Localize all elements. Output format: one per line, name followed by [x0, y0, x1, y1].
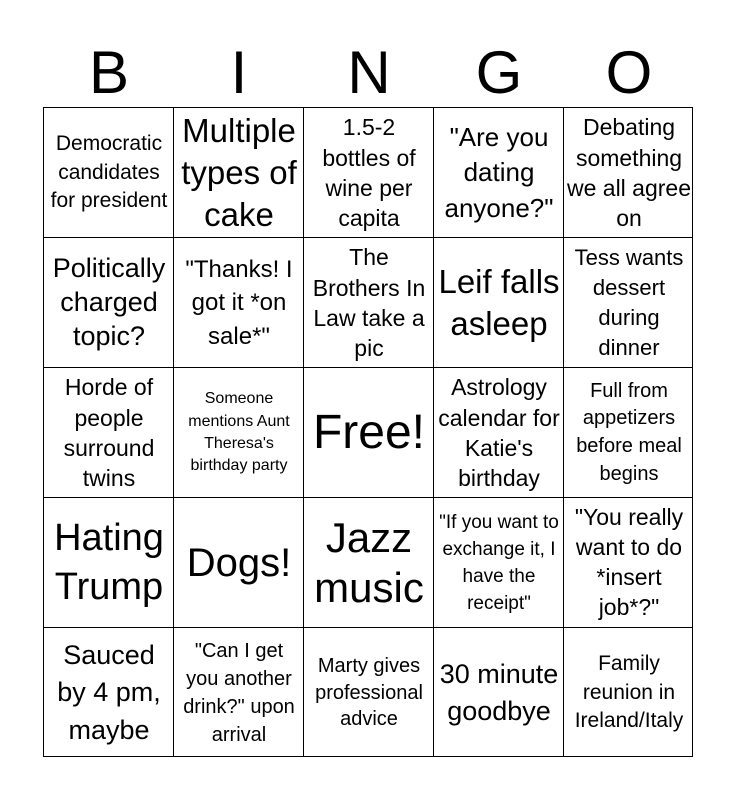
bingo-square[interactable]: [44, 238, 174, 368]
bingo-square[interactable]: [564, 498, 694, 628]
square-text: 30 minute goodbye: [439, 658, 559, 726]
bingo-square[interactable]: [174, 498, 304, 628]
square-text: Debating something we all agree on: [566, 114, 692, 232]
bingo-board: [43, 107, 693, 757]
square-text: Marty gives professional advice: [315, 655, 423, 731]
bingo-square[interactable]: [44, 498, 174, 628]
bingo-square[interactable]: [304, 238, 434, 368]
square-text: "Can I get you another drink?" upon arrival: [183, 640, 295, 746]
square-text: Politically charged topic?: [52, 253, 166, 351]
header-letter-b: B: [88, 39, 130, 106]
square-text: Tess wants dessert during dinner: [574, 245, 684, 360]
square-text: Free!: [312, 405, 426, 459]
bingo-square[interactable]: [434, 498, 564, 628]
square-text: Sauced by 4 pm, maybe: [57, 640, 161, 745]
header-letter-i: I: [230, 39, 248, 106]
bingo-square[interactable]: [44, 368, 174, 498]
square-text: The Brothers In Law take a pic: [312, 244, 426, 362]
square-text: Democratic candidates for president: [50, 131, 168, 213]
header-letter-g: G: [475, 39, 523, 106]
bingo-header: [44, 40, 694, 106]
square-text: "Are you dating anyone?": [444, 122, 554, 223]
free-square[interactable]: [304, 368, 434, 498]
square-text: Multiple types of cake: [181, 111, 297, 234]
square-text: "If you want to exchange it, I have the receipt": [439, 511, 559, 615]
bingo-square[interactable]: [434, 108, 564, 238]
square-text: Dogs!: [186, 541, 292, 585]
bingo-square[interactable]: [564, 368, 694, 498]
bingo-square[interactable]: [434, 238, 564, 368]
square-text: "Thanks! I got it *on sale*": [185, 256, 293, 350]
bingo-square[interactable]: [174, 628, 304, 758]
bingo-square[interactable]: [434, 628, 564, 758]
bingo-square[interactable]: [174, 238, 304, 368]
bingo-square[interactable]: [304, 108, 434, 238]
header-letter-n: N: [347, 39, 391, 106]
bingo-square[interactable]: [44, 628, 174, 758]
header-letter-o: O: [605, 39, 653, 106]
bingo-square[interactable]: [304, 628, 434, 758]
square-text: 1.5-2 bottles of wine per capita: [322, 114, 416, 232]
square-text: Horde of people surround twins: [63, 374, 155, 492]
square-text: Hating Trump: [54, 516, 164, 608]
bingo-square[interactable]: [434, 368, 564, 498]
bingo-square[interactable]: [564, 238, 694, 368]
bingo-square[interactable]: [564, 628, 694, 758]
square-text: Leif falls asleep: [438, 262, 560, 342]
bingo-square[interactable]: [564, 108, 694, 238]
square-text: Jazz music: [314, 513, 424, 611]
square-text: Family reunion in Ireland/Italy: [574, 651, 684, 733]
square-text: Astrology calendar for Katie's birthday: [438, 374, 560, 492]
bingo-square[interactable]: [304, 498, 434, 628]
bingo-square[interactable]: [44, 108, 174, 238]
bingo-square[interactable]: [174, 108, 304, 238]
bingo-square[interactable]: [174, 368, 304, 498]
square-text: "You really want to do *insert job*?": [574, 504, 684, 620]
square-text: Someone mentions Aunt Theresa's birthday party: [188, 390, 290, 475]
square-text: Full from appetizers before meal begins: [576, 379, 682, 485]
